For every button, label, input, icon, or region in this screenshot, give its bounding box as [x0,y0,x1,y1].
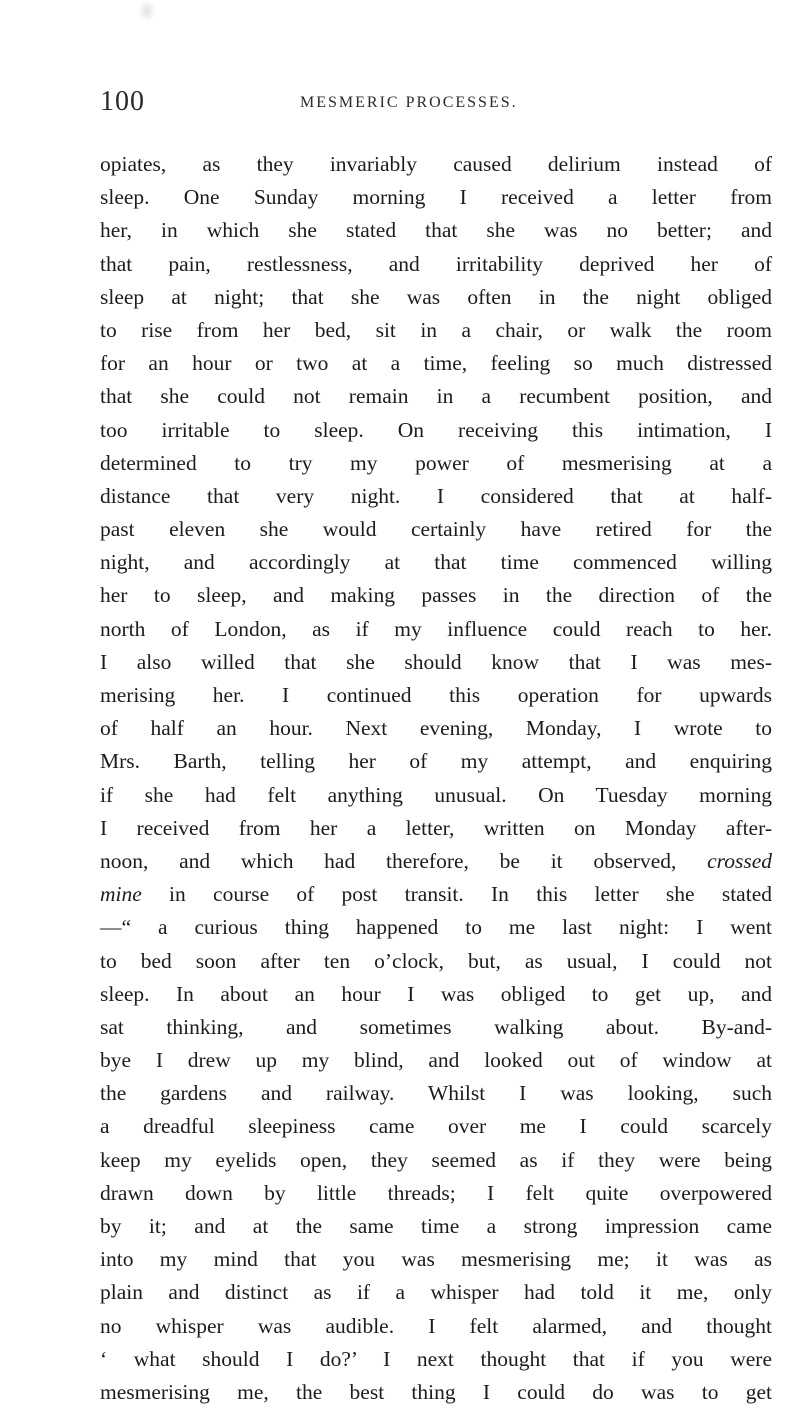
text-line: ‘ what should I do?’ I next thought that if you were [100,1346,772,1371]
text-line: determined to try my power of mesmerising at a [100,450,772,475]
text-line-with-italic [100,878,772,911]
text-line: drawn down by little threads; I felt quite overpowered [100,1180,772,1205]
text-line: north of London, as if my influence could reach to her. [100,616,772,641]
text-line: if she had felt anything unusual. On Tuesday morning [100,782,772,807]
page-number: 100 [100,86,145,117]
text-line: into my mind that you was mesmerising me; it was as [100,1247,772,1272]
text-line: —“ a curious thing happened to me last night: I went [100,915,772,940]
paper-smudge [138,0,156,22]
text-line: no whisper was audible. I felt alarmed, and thought [100,1313,772,1338]
text-line: distance that very night. I considered that at half- [100,483,772,508]
italic-word: crossed [707,848,773,873]
text-line: plain and distinct as if a whisper had told it me, only [100,1280,772,1305]
text-line: of half an hour. Next evening, Monday, I wrote to [100,716,772,741]
text-line: opiates, as they invariably caused delirium instead of [100,152,772,176]
text-line: by it; and at the same time a strong impression came [100,1214,772,1238]
running-head: MESMERIC PROCESSES. [300,94,518,111]
text-line-segment: in course of post transit. In this letter she stated [141,882,772,907]
text-line: her to sleep, and making passes in the direction of the [100,583,772,608]
text-line: too irritable to sleep. On receiving this intimation, I [100,417,772,442]
text-line: I also willed that she should know that I was mes- [100,649,772,674]
text-line: I received from her a letter, written on Monday after- [100,815,772,840]
text-line: sat thinking, and sometimes walking about. By-and- [100,1014,772,1039]
text-line: that she could not remain in a recumbent position, and [100,384,772,409]
text-line: Mrs. Barth, telling her of my attempt, and enquiring [100,749,772,774]
text-line: mesmerising me, the best thing I could do was to get [100,1379,772,1404]
text-line: merising her. I continued this operation for upwards [100,683,772,707]
text-line: to bed soon after ten o’clock, but, as usual, I could not [100,948,772,973]
text-line: past eleven she would certainly have retired for the [100,517,772,542]
text-line: for an hour or two at a time, feeling so much distressed [100,351,772,376]
text-line: bye I drew up my blind, and looked out of window at [100,1048,772,1073]
text-line-segment: noon, and which had therefore, be it observed, [100,848,677,873]
text-line: a dreadful sleepiness came over me I could scarcely [100,1114,772,1139]
text-line: her, in which she stated that she was no better; and [100,218,772,243]
text-line: sleep. In about an hour I was obliged to get up, and [100,981,772,1006]
text-line-with-italic [100,845,772,878]
body-text [100,148,772,1409]
text-line: sleep. One Sunday morning I received a letter from [100,185,772,210]
text-line: to rise from her bed, sit in a chair, or walk the room [100,317,772,342]
text-line: sleep at night; that she was often in the night obliged [100,284,772,309]
text-line: night, and accordingly at that time commenced willing [100,550,772,575]
text-line: that pain, restlessness, and irritability deprived her of [100,251,772,276]
italic-word: mine [100,882,142,907]
text-line: the gardens and railway. Whilst I was looking, such [100,1081,772,1106]
text-line: keep my eyelids open, they seemed as if they were being [100,1147,772,1172]
